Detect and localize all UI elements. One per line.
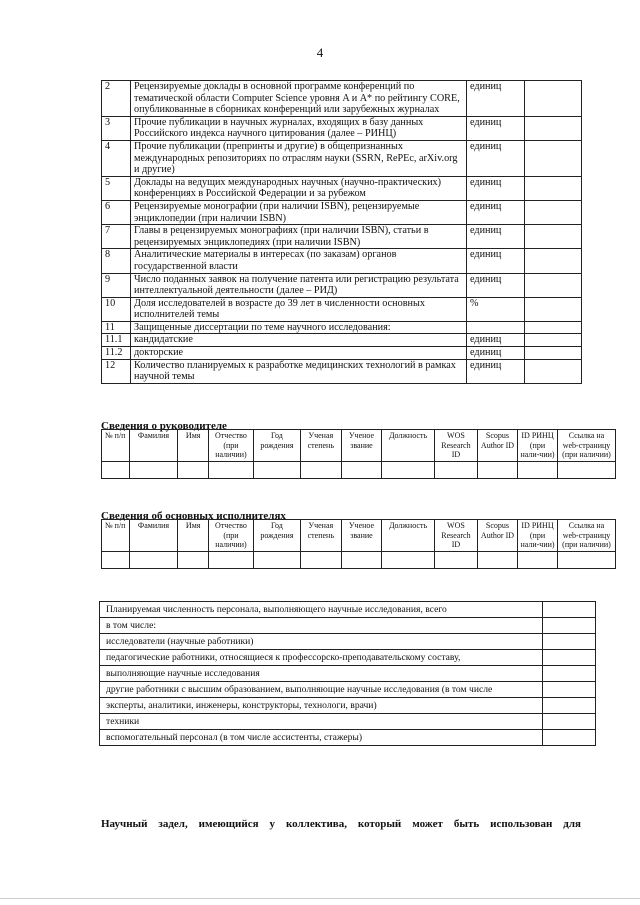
column-header-wos: WOS Research ID — [434, 430, 477, 462]
indicator-row — [102, 200, 582, 224]
indicator-number: 3 — [102, 116, 131, 140]
page-number: 4 — [316, 45, 324, 60]
staff-label: выполняющие научные исследования — [100, 666, 543, 682]
indicator-value-cell — [525, 273, 582, 297]
indicator-text: Защищенные диссертации по теме научного исследования: — [131, 321, 467, 334]
footer-text: Научный задел, имеющийся у коллектива, который может быть использован для — [101, 818, 581, 830]
empty-cell — [434, 461, 477, 478]
staff-label: эксперты, аналитики, инженеры, конструкторы, технологи, врачи) — [100, 698, 543, 714]
indicator-number: 11 — [102, 321, 131, 334]
indicator-row — [102, 140, 582, 176]
indicator-unit: единиц — [467, 176, 525, 200]
empty-cell — [178, 461, 208, 478]
indicator-row — [102, 176, 582, 200]
column-header-patronymic: Отчество (при наличии) — [208, 520, 253, 552]
indicator-number: 2 — [102, 81, 131, 117]
indicator-row — [102, 225, 582, 249]
indicator-row — [102, 249, 582, 273]
staff-label: педагогические работники, относящиеся к профессорско-преподавательскому составу, — [100, 650, 543, 666]
indicator-number: 7 — [102, 225, 131, 249]
staff-row — [100, 730, 596, 746]
indicator-value-cell — [525, 140, 582, 176]
indicator-text: Рецензируемые доклады в основной программе конференций по тематической области Computer Science уровня A и A* по рейтингу CORE, опубликованные в сборниках конференций или зарубежных журналах — [131, 81, 467, 117]
staff-label: в том числе: — [100, 618, 543, 634]
indicator-unit: единиц — [467, 116, 525, 140]
staff-value-cell — [543, 650, 596, 666]
column-header-rinc: ID РИНЦ (при нали-чии) — [518, 430, 558, 462]
staff-row — [100, 682, 596, 698]
indicator-text: докторские — [131, 347, 467, 360]
column-header-name: Имя — [178, 430, 208, 462]
staff-row — [100, 634, 596, 650]
indicator-unit — [467, 321, 525, 334]
staff-row — [100, 602, 596, 618]
staff-label: Планируемая численность персонала, выполняющего научные исследования, всего — [100, 602, 543, 618]
empty-cell — [102, 461, 130, 478]
indicator-row — [102, 321, 582, 334]
indicator-number: 11.2 — [102, 347, 131, 360]
indicators-table — [101, 80, 582, 384]
indicator-number: 9 — [102, 273, 131, 297]
column-header-wos: WOS Research ID — [434, 520, 477, 552]
empty-cell — [208, 551, 253, 568]
staff-label: техники — [100, 714, 543, 730]
indicator-number: 8 — [102, 249, 131, 273]
indicator-text: Рецензируемые монографии (при наличии ISBN), рецензируемые энциклопедии (при наличии ISBN) — [131, 200, 467, 224]
column-header-surname: Фамилия — [129, 520, 178, 552]
column-header-degree: Ученая степень — [300, 520, 341, 552]
staff-value-cell — [543, 698, 596, 714]
column-header-position: Должность — [382, 430, 435, 462]
staff-value-cell — [543, 634, 596, 650]
indicator-unit: единиц — [467, 334, 525, 347]
indicator-text: Прочие публикации (препринты и другие) в общепризнанных международных репозиториях по отраслям науки (SSRN, RePEc, arXiv.org и другие) — [131, 140, 467, 176]
indicator-row — [102, 359, 582, 383]
indicator-value-cell — [525, 334, 582, 347]
indicator-unit: единиц — [467, 200, 525, 224]
staff-value-cell — [543, 602, 596, 618]
staff-row — [100, 650, 596, 666]
empty-cell — [382, 551, 435, 568]
indicator-number: 4 — [102, 140, 131, 176]
staff-value-cell — [543, 730, 596, 746]
leader-table — [101, 429, 616, 479]
column-header-birth-year: Год рождения — [253, 430, 300, 462]
indicator-value-cell — [525, 200, 582, 224]
column-header-position: Должность — [382, 520, 435, 552]
indicator-unit: единиц — [467, 347, 525, 360]
indicator-row — [102, 334, 582, 347]
column-header-surname: Фамилия — [129, 430, 178, 462]
empty-cell — [178, 551, 208, 568]
indicator-text: Количество планируемых к разработке медицинских технологий в рамках научной темы — [131, 359, 467, 383]
staff-value-cell — [543, 714, 596, 730]
indicator-text: кандидатские — [131, 334, 467, 347]
indicator-unit: единиц — [467, 359, 525, 383]
indicator-row — [102, 116, 582, 140]
column-header-web: Ссылка на web-страницу (при наличии) — [557, 430, 615, 462]
indicator-row — [102, 81, 582, 117]
indicator-unit: % — [467, 297, 525, 321]
column-header-scopus: Scopus Author ID — [477, 430, 517, 462]
empty-cell — [557, 551, 615, 568]
column-header-rank: Ученое звание — [341, 520, 382, 552]
executors-section-title: Сведения об основных исполнителях — [101, 510, 286, 522]
empty-cell — [129, 551, 178, 568]
column-header-web: Ссылка на web-страницу (при наличии) — [557, 520, 615, 552]
indicator-unit: единиц — [467, 81, 525, 117]
indicator-unit: единиц — [467, 273, 525, 297]
indicator-value-cell — [525, 297, 582, 321]
empty-cell — [518, 551, 558, 568]
staff-row — [100, 714, 596, 730]
column-header-name: Имя — [178, 520, 208, 552]
indicator-number: 10 — [102, 297, 131, 321]
staff-table — [99, 601, 596, 746]
indicator-number: 12 — [102, 359, 131, 383]
indicator-value-cell — [525, 176, 582, 200]
column-header-num: № п/п — [102, 430, 130, 462]
staff-value-cell — [543, 666, 596, 682]
indicator-value-cell — [525, 116, 582, 140]
indicator-value-cell — [525, 225, 582, 249]
empty-cell — [300, 461, 341, 478]
empty-cell — [208, 461, 253, 478]
indicator-value-cell — [525, 347, 582, 360]
column-header-scopus: Scopus Author ID — [477, 520, 517, 552]
column-header-rank: Ученое звание — [341, 430, 382, 462]
empty-cell — [477, 551, 517, 568]
indicator-value-cell — [525, 359, 582, 383]
empty-cell — [129, 461, 178, 478]
staff-value-cell — [543, 618, 596, 634]
leader-section-title: Сведения о руководителе — [101, 420, 227, 432]
indicator-text: Прочие публикации в научных журналах, входящих в базу данных Российского индекса научного цитирования (далее – РИНЦ) — [131, 116, 467, 140]
indicator-value-cell — [525, 81, 582, 117]
indicator-unit: единиц — [467, 140, 525, 176]
bottom-rule — [0, 898, 640, 899]
staff-value-cell — [543, 682, 596, 698]
empty-cell — [434, 551, 477, 568]
column-header-birth-year: Год рождения — [253, 520, 300, 552]
staff-row — [100, 618, 596, 634]
indicator-value-cell — [525, 249, 582, 273]
column-header-patronymic: Отчество (при наличии) — [208, 430, 253, 462]
indicator-number: 11.1 — [102, 334, 131, 347]
indicator-row — [102, 273, 582, 297]
staff-label: вспомогательный персонал (в том числе ассистенты, стажеры) — [100, 730, 543, 746]
indicator-number: 5 — [102, 176, 131, 200]
indicator-row — [102, 347, 582, 360]
executors-table — [101, 519, 616, 569]
indicator-text: Главы в рецензируемых монографиях (при наличии ISBN), статьи в рецензируемых энциклопедиях (при наличии ISBN) — [131, 225, 467, 249]
staff-row — [100, 666, 596, 682]
indicator-row — [102, 297, 582, 321]
empty-cell — [300, 551, 341, 568]
empty-cell — [557, 461, 615, 478]
indicator-text: Число поданных заявок на получение патента или регистрацию результата интеллектуальной деятельности (далее – РИД) — [131, 273, 467, 297]
indicator-unit: единиц — [467, 249, 525, 273]
staff-label: другие работники с высшим образованием, выполняющие научные исследования (в том числе — [100, 682, 543, 698]
staff-label: исследователи (научные работники) — [100, 634, 543, 650]
empty-cell — [253, 461, 300, 478]
empty-cell — [477, 461, 517, 478]
indicator-text: Доля исследователей в возрасте до 39 лет в численности основных исполнителей темы — [131, 297, 467, 321]
column-header-rinc: ID РИНЦ (при нали-чии) — [518, 520, 558, 552]
empty-cell — [341, 461, 382, 478]
indicator-value-cell — [525, 321, 582, 334]
column-header-num: № п/п — [102, 520, 130, 552]
column-header-degree: Ученая степень — [300, 430, 341, 462]
empty-cell — [253, 551, 300, 568]
indicator-number: 6 — [102, 200, 131, 224]
staff-row — [100, 698, 596, 714]
empty-cell — [518, 461, 558, 478]
empty-cell — [341, 551, 382, 568]
empty-cell — [382, 461, 435, 478]
empty-cell — [102, 551, 130, 568]
indicator-text: Аналитические материалы в интересах (по заказам) органов государственной власти — [131, 249, 467, 273]
indicator-unit: единиц — [467, 225, 525, 249]
indicator-text: Доклады на ведущих международных научных (научно-практических) конференциях в Российской Федерации и за рубежом — [131, 176, 467, 200]
